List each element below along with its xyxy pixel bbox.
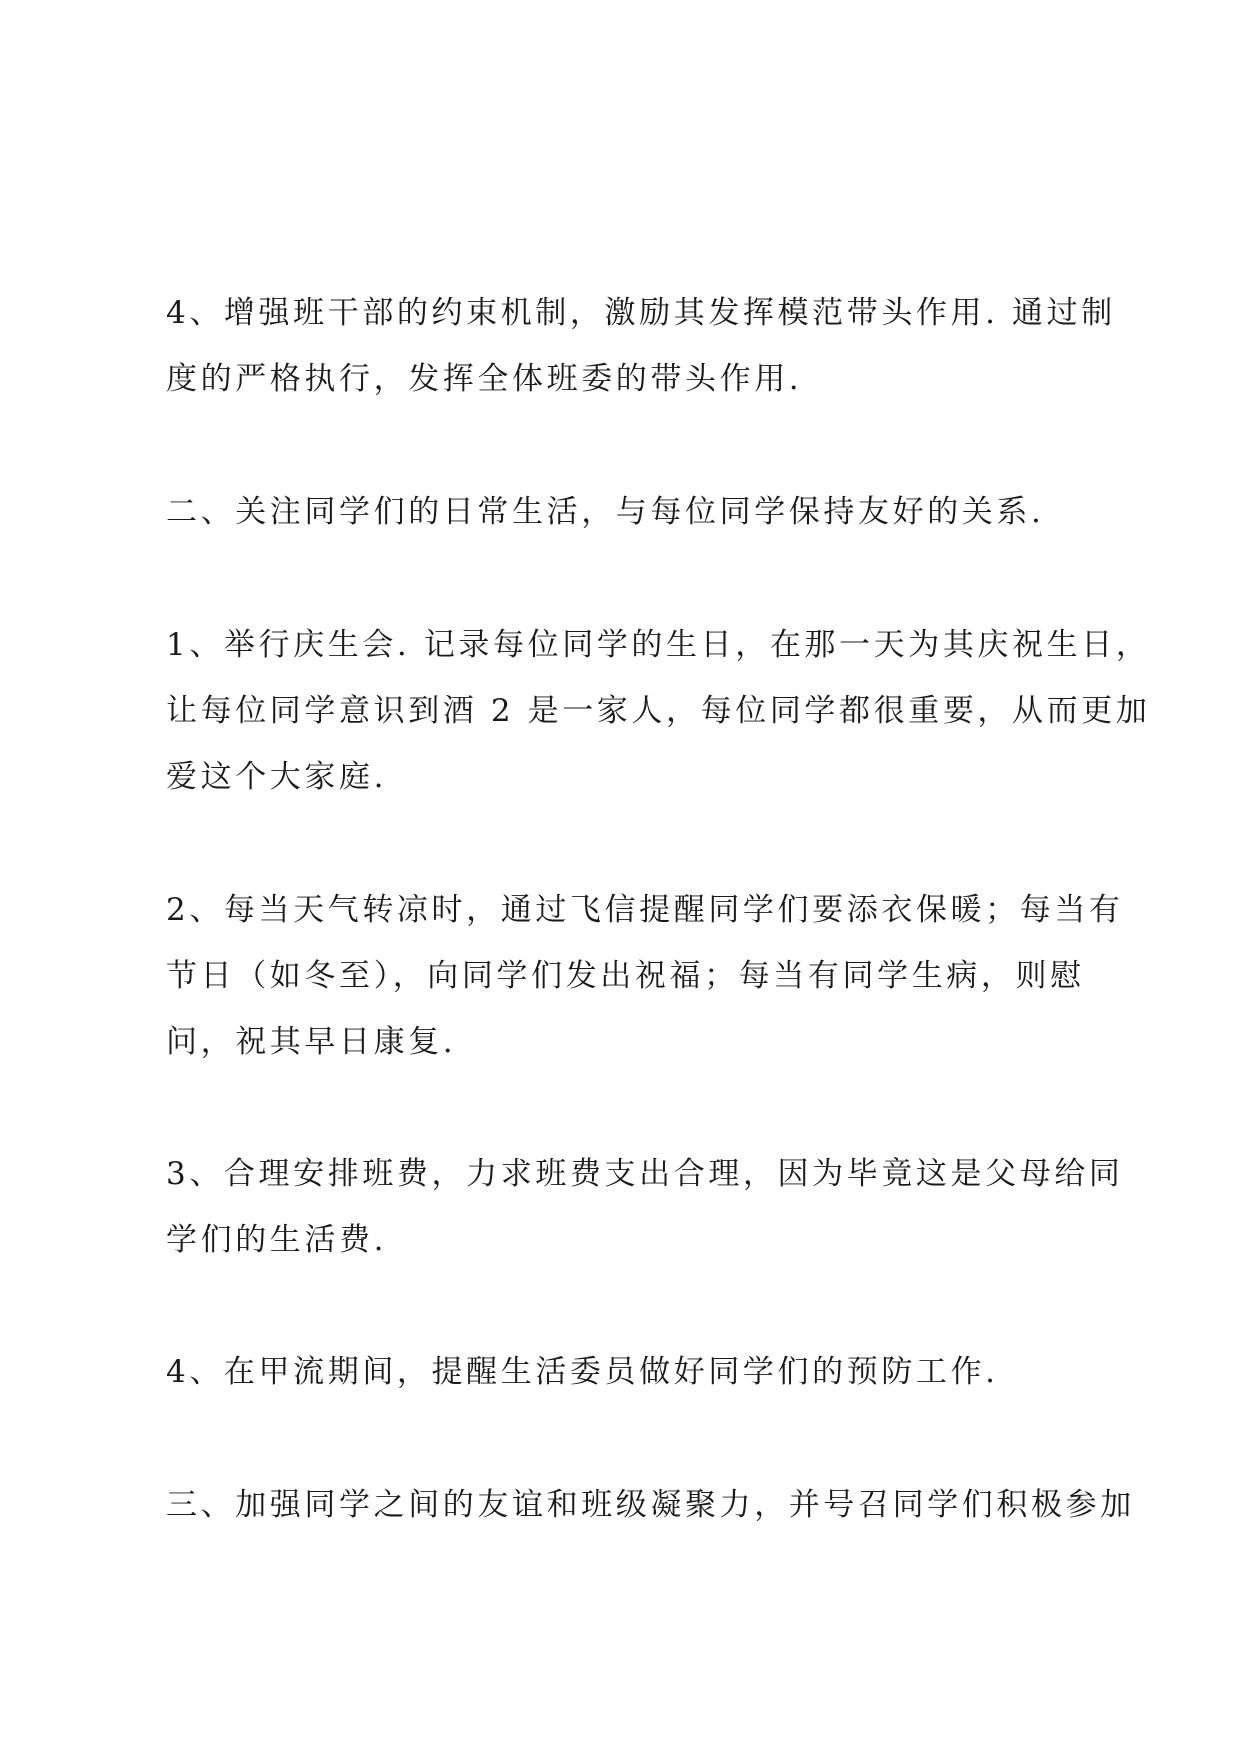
paragraph-line: 问，祝其早日康复. xyxy=(166,1024,457,1060)
paragraph-line: 爱这个大家庭. xyxy=(166,759,388,795)
paragraph-line: 4、增强班干部的约束机制，激励其发挥模范带头作用. 通过制 xyxy=(166,295,1116,331)
paragraph-line: 3、合理安排班费，力求班费支出合理，因为毕竟这是父母给同 xyxy=(166,1156,1124,1192)
paragraph-line: 4、在甲流期间，提醒生活委员做好同学们的预防工作. xyxy=(166,1354,999,1390)
paragraph-line: 节日（如冬至），向同学们发出祝福；每当有同学生病，则慰 xyxy=(166,958,1085,994)
paragraph-line: 二、关注同学们的日常生活，与每位同学保持友好的关系. xyxy=(166,494,1045,530)
paragraph-line: 2、每当天气转凉时，通过飞信提醒同学们要添衣保暖；每当有 xyxy=(166,892,1124,928)
paragraph-line: 让每位同学意识到酒 2 是一家人，每位同学都很重要，从而更加 xyxy=(166,693,1151,729)
paragraph-line: 学们的生活费. xyxy=(166,1222,388,1258)
paragraph-line: 三、加强同学之间的友谊和班级凝聚力，并号召同学们积极参加 xyxy=(166,1487,1135,1523)
paragraph-line: 度的严格执行，发挥全体班委的带头作用. xyxy=(166,361,803,397)
paragraph-line: 1、举行庆生会. 记录每位同学的生日，在那一天为其庆祝生日， xyxy=(166,627,1151,663)
